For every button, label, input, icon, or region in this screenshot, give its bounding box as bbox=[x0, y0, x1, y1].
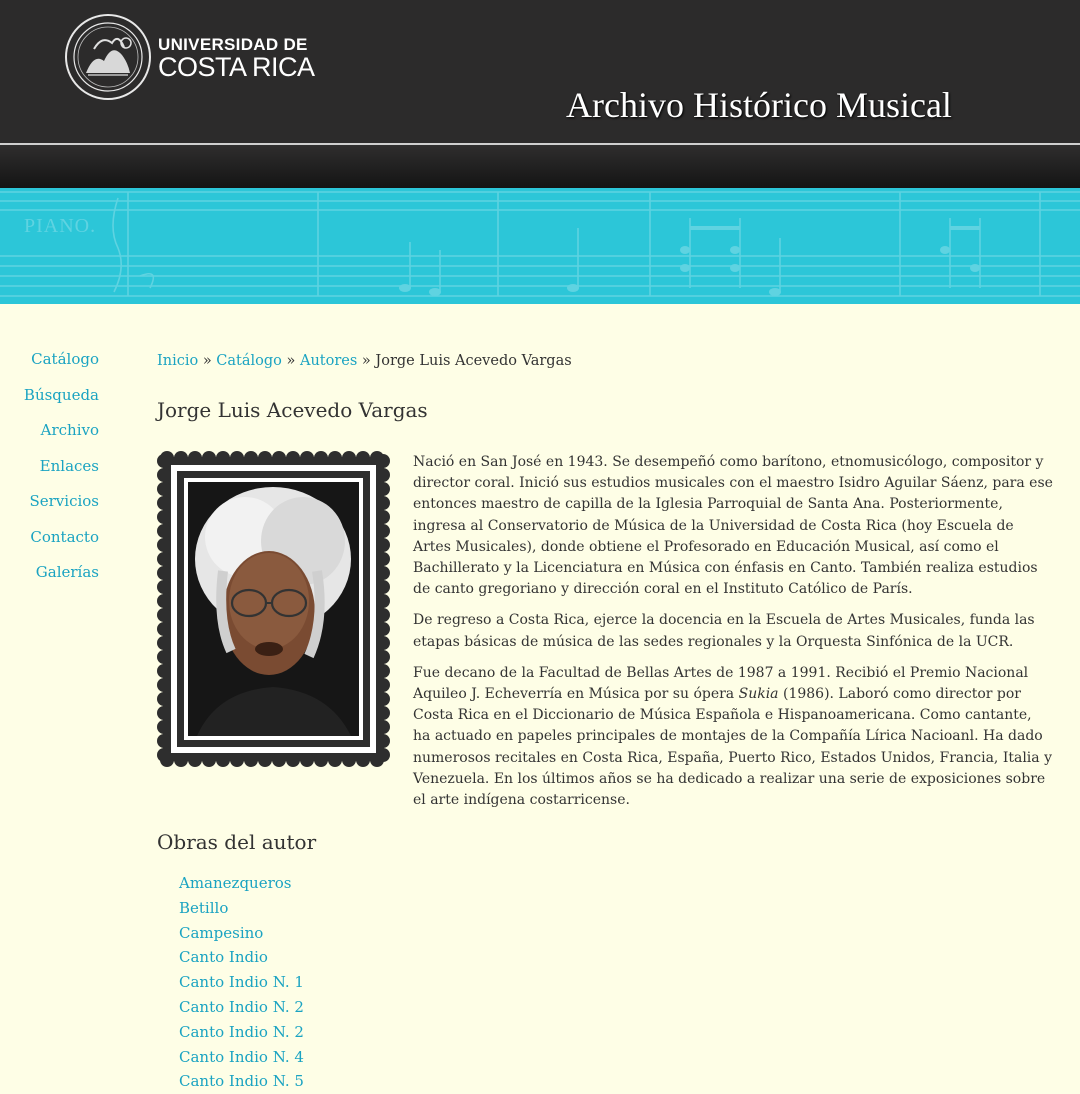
opera-title: Sukia bbox=[738, 686, 779, 703]
list-item bbox=[179, 921, 304, 946]
sidebar-item-galerias[interactable]: Galerías bbox=[35, 563, 99, 581]
bio-paragraph-3-start: Fue decano de la Facultad de Bellas Artes de 1987 a 1991. Recibió el Premio Nacional Aquileo J. Echeverría en Música por su ópera bbox=[413, 664, 1029, 703]
sidebar-item-contacto[interactable]: Contacto bbox=[30, 527, 99, 546]
sidebar-item-archivo[interactable]: Archivo bbox=[40, 421, 99, 439]
work-link[interactable]: Canto Indio N. 1 bbox=[179, 973, 304, 992]
site-header bbox=[0, 0, 1080, 143]
banner-piano-label: PIANO. bbox=[24, 215, 97, 237]
breadcrumb-autores[interactable]: Autores bbox=[299, 353, 358, 369]
work-link[interactable]: Campesino bbox=[179, 923, 264, 942]
work-link[interactable]: Betillo bbox=[179, 898, 229, 917]
list-item bbox=[179, 995, 304, 1020]
breadcrumb-catalogo[interactable]: Catálogo bbox=[216, 353, 282, 369]
work-link[interactable]: Canto Indio N. 5 bbox=[179, 1072, 304, 1091]
works-list bbox=[179, 871, 304, 1094]
breadcrumb-separator: » bbox=[361, 353, 376, 369]
author-biography bbox=[413, 452, 1053, 821]
breadcrumb bbox=[157, 353, 1057, 375]
sheet-music-graphic bbox=[0, 188, 1080, 304]
bio-paragraph-3 bbox=[413, 663, 1053, 811]
bio-paragraph-2: De regreso a Costa Rica, ejerce la docencia en la Escuela de Artes Musicales, funda las etapas básicas de música de las sedes regionales y la Orquesta Sinfónica de la UCR. bbox=[413, 612, 1035, 650]
sidebar-item-catalogo[interactable]: Catálogo bbox=[31, 350, 99, 368]
university-logo-text[interactable] bbox=[158, 36, 315, 80]
work-link[interactable]: Amanezqueros bbox=[179, 874, 292, 892]
list-item bbox=[179, 871, 304, 896]
page-title: Jorge Luis Acevedo Vargas bbox=[157, 398, 428, 422]
list-item bbox=[179, 1020, 304, 1045]
breadcrumb-current: Jorge Luis Acevedo Vargas bbox=[375, 353, 572, 369]
ucr-seal-icon[interactable] bbox=[64, 13, 152, 101]
sidebar-item-busqueda[interactable]: Búsqueda bbox=[23, 385, 99, 404]
list-item bbox=[179, 970, 304, 995]
list-item bbox=[179, 896, 304, 921]
header-bar bbox=[0, 145, 1080, 188]
work-link[interactable]: Canto Indio N. 2 bbox=[179, 997, 304, 1016]
list-item bbox=[179, 1045, 304, 1070]
bio-paragraph-1: Nació en San José en 1943. Se desempeñó como barítono, etnomusicólogo, compositor y director coral. Inició sus estudios musicales con el maestro Isidro Aguilar Sáenz, para ese entonces maestro de capilla de la Iglesia Parroquial de Santa Ana. Posteriormente, ingresa al Conservatorio de Música de la Universidad de Costa Rica (hoy Escuela de Artes Musicales), donde obtiene el Profesorado en Educación Musical, así como el Bachillerato y la Licenciatura en Música con énfasis en Canto. También realiza estudios de canto gregoriano y dirección coral en el Instituto Católico de París. bbox=[413, 454, 1053, 598]
sheet-music-banner bbox=[0, 188, 1080, 304]
breadcrumb-inicio[interactable]: Inicio bbox=[157, 353, 199, 369]
logo-line1: UNIVERSIDAD DE bbox=[158, 35, 308, 54]
breadcrumb-separator: » bbox=[286, 353, 300, 369]
work-link[interactable]: Canto Indio N. 4 bbox=[179, 1047, 304, 1066]
work-link[interactable]: Canto Indio bbox=[179, 948, 268, 967]
works-title: Obras del autor bbox=[157, 830, 317, 854]
list-item bbox=[179, 1069, 304, 1094]
sidebar-item-enlaces[interactable]: Enlaces bbox=[39, 456, 99, 475]
bio-paragraph-3-end: (1986). Laboró como director por Costa Rica en el Diccionario de Música Española e Hispanoamericana. Como cantante, ha actuado en papeles principales de montajes de la Compañía Lírica Nacioanl. Ha dado numerosos recitales en Costa Rica, España, Puerto Rico, Estados Unidos, Francia, Italia y Venezuela. En los últimos años se ha dedicado a realizar una serie de exposiciones sobre el arte indígena costarricense. bbox=[413, 686, 1052, 809]
main-content bbox=[157, 353, 1057, 422]
work-link[interactable]: Canto Indio N. 2 bbox=[179, 1022, 304, 1041]
author-portrait bbox=[157, 451, 390, 767]
breadcrumb-separator: » bbox=[202, 353, 217, 369]
list-item bbox=[179, 945, 304, 970]
sidebar-nav bbox=[0, 350, 99, 599]
site-title: Archivo Histórico Musical bbox=[566, 85, 952, 125]
sidebar-item-servicios[interactable]: Servicios bbox=[29, 492, 99, 510]
logo-line2: COSTA RICA bbox=[158, 52, 315, 82]
